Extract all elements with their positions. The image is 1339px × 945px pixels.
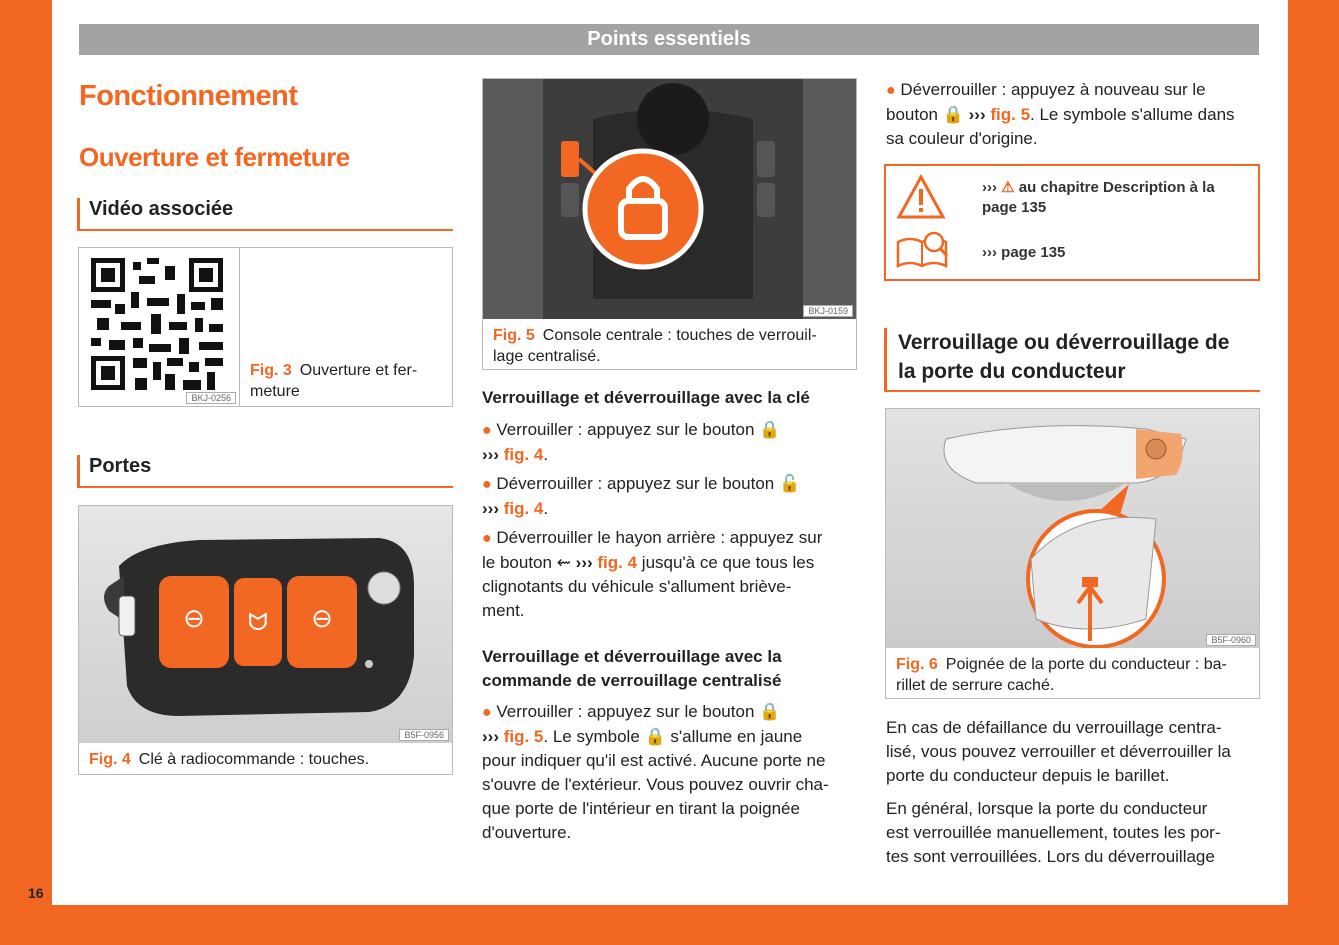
bullet-lock-central: ● Verrouiller : appuyez sur le bouton 🔒 ››› fig. 5. Le symbole 🔒 s'allume en jaune pour indiquer qu'il est activé. Aucune porte ne s'ouvre de l'extérieur. Vous pouvez ouvrir cha- que porte de l'intérieur en tirant la poignée d'ouverture.	[482, 702, 829, 842]
unlock-icon: 🔓	[778, 474, 801, 493]
fig3-number: Fig. 3	[250, 362, 292, 379]
link-fig4-c[interactable]: fig. 4	[597, 553, 638, 572]
page-number: 16	[28, 885, 44, 901]
bullet-tailgate: ● Déverrouiller le hayon arrière : appuyez sur le bouton ⇜ ››› fig. 4 jusqu'à ce que tous les clignotants du véhicule s'allument briève- ment.	[482, 528, 823, 620]
door-handle-image	[886, 409, 1259, 648]
fig5-caption-line2: lage centralisé.	[493, 348, 601, 365]
warning-mini-icon: ⚠	[1001, 179, 1015, 196]
console-image	[483, 79, 856, 319]
qr-code-icon[interactable]	[91, 258, 223, 390]
video-heading: Vidéo associée	[77, 198, 453, 231]
svg-text:⊖: ⊖	[311, 604, 333, 634]
fig3-caption-line2: meture	[250, 383, 300, 400]
fig4-caption	[79, 743, 452, 776]
fig6-box	[885, 408, 1260, 699]
fig3-caption-line1: Ouverture et fer-	[299, 362, 418, 379]
book-magnifier-icon	[894, 230, 950, 270]
key-fob-image	[79, 506, 452, 743]
fig5-caption-line1: Console centrale : touches de verrouil-	[542, 327, 817, 344]
key-fob-illustration	[79, 506, 452, 743]
fig3-box	[78, 247, 453, 407]
svg-text:⊖: ⊖	[183, 604, 205, 634]
tailgate-icon: ⇜	[556, 553, 571, 572]
fig6-caption-line1: Poignée de la porte du conducteur : ba-	[945, 656, 1227, 673]
door-handle-illustration	[886, 409, 1259, 648]
lock-icon-4: 🔒	[942, 105, 964, 124]
key-section-title: Verrouillage et déverrouillage avec la clé	[482, 388, 810, 407]
doors-heading: Portes	[77, 455, 453, 488]
link-fig4-a[interactable]: fig. 4	[503, 445, 544, 464]
fig6-caption	[886, 648, 1259, 702]
fig3-caption	[250, 360, 417, 402]
lock-icon: 🔒	[759, 420, 781, 439]
paragraph-general: En général, lorsque la porte du conducteur est verrouillée manuellement, toutes les por- tes sont verrouillées. Lors du déverrouillage	[886, 799, 1221, 866]
book-ref-text: ››› page 135	[982, 244, 1066, 261]
section-header: Points essentiels	[79, 24, 1259, 55]
bullet-lock-key: ● Verrouiller : appuyez sur le bouton 🔒 ››› fig. 4.	[482, 420, 781, 464]
warning-box	[884, 164, 1260, 281]
fig6-ref: B5F-0960	[1206, 634, 1256, 646]
fig5-box	[482, 78, 857, 370]
fig5-ref: BKJ-0159	[803, 305, 853, 317]
fig4-number: Fig. 4	[89, 751, 131, 768]
warning-link[interactable]: au chapitre Description à la	[1018, 179, 1215, 196]
fig6-caption-line2: rillet de serrure caché.	[896, 677, 1055, 694]
book-ref-link[interactable]: page 135	[1001, 244, 1066, 261]
fig4-box	[78, 505, 453, 775]
fig5-number: Fig. 5	[493, 327, 535, 344]
warning-triangle-icon	[896, 174, 946, 220]
lock-icon-3: 🔒	[644, 727, 666, 746]
lock-icon-2: 🔒	[759, 702, 781, 721]
qr-code-frame[interactable]	[79, 248, 240, 406]
bullet-unlock-key: ● Déverrouiller : appuyez sur le bouton 🔓 ››› fig. 4.	[482, 474, 801, 518]
console-illustration	[483, 79, 856, 319]
bullet-unlock-central: ● Déverrouiller : appuyez à nouveau sur le bouton 🔒 ››› fig. 5. Le symbole s'allume dans sa couleur d'origine.	[886, 80, 1235, 148]
svg-text:ᗢ: ᗢ	[248, 608, 268, 636]
fig5-caption	[483, 319, 856, 373]
fig4-ref: B5F-0956	[399, 729, 449, 741]
fig4-caption-text: Clé à radiocommande : touches.	[138, 751, 370, 768]
paragraph-failure: En cas de défaillance du verrouillage centra- lisé, vous pouvez verrouiller et déverrouiller la porte du conducteur depuis le barillet.	[886, 718, 1231, 785]
driver-door-heading: Verrouillage ou déverrouillage de la porte du conducteur	[884, 328, 1260, 392]
warning-text: ››› ⚠ au chapitre Description à la page 135	[982, 179, 1215, 216]
central-section-title: Verrouillage et déverrouillage avec la commande de verrouillage centralisé	[482, 647, 782, 690]
section-title: Ouverture et fermeture	[79, 142, 350, 172]
link-fig5-a[interactable]: fig. 5	[503, 727, 544, 746]
fig6-number: Fig. 6	[896, 656, 938, 673]
link-fig5-b[interactable]: fig. 5	[990, 105, 1031, 124]
link-fig4-b[interactable]: fig. 4	[503, 499, 544, 518]
fig3-ref: BKJ-0256	[186, 392, 236, 404]
page-title: Fonctionnement	[79, 80, 298, 112]
